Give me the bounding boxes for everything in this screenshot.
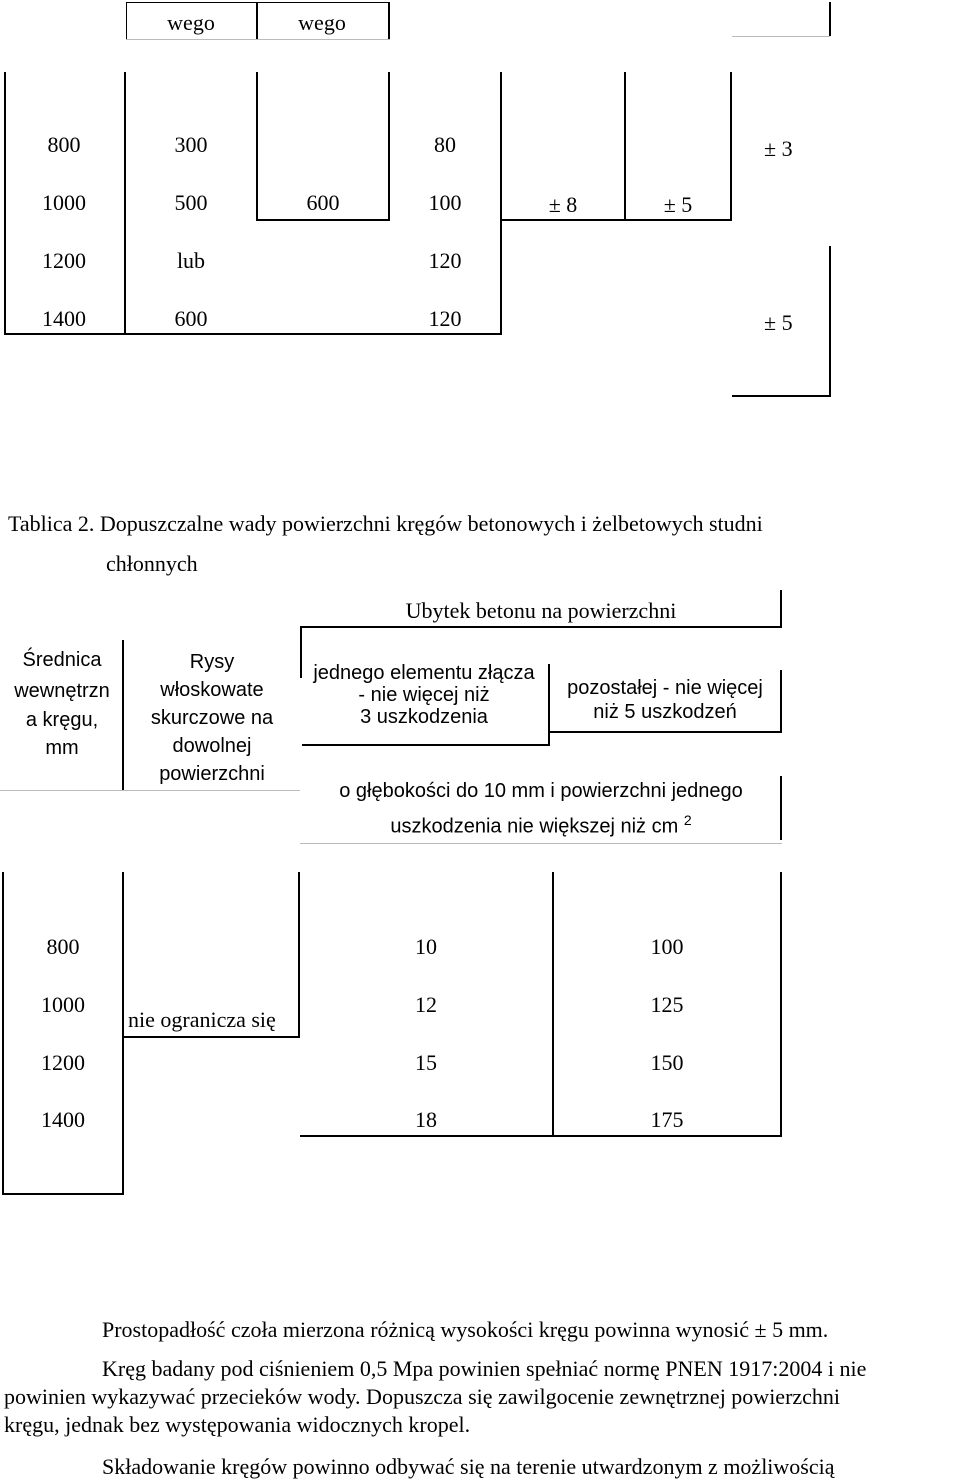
table2-cell-jednego: 15 [415,1050,437,1075]
paragraph-krag-line1: Kręg badany pod ciśnieniem 0,5 Mpa powinien spełniać normę PNEN 1917:2004 i nie [102,1356,867,1381]
table1-cell-height: lub [176,248,206,273]
table2-line [780,590,782,628]
table1-line [126,2,390,3]
table2-header-pozostalej [550,676,780,724]
table1-cell-wall: 120 [428,248,462,273]
table1-cell-diameter: 800 [47,132,81,157]
table2-cell-pozostalej: 100 [650,934,684,959]
table2-header-rysy [124,648,300,788]
header-line: Średnica [22,649,102,671]
table1-tolerance-top: ± 3 [764,136,793,161]
table1-cell-wall: 80 [434,132,456,157]
table2-line [300,1135,782,1137]
table1-line [388,2,390,40]
table2-line [0,790,300,791]
table2-header-glebokosc: o głębokości do 10 mm i powierzchni jednego [339,780,743,802]
paragraph-prostopadlosc: Prostopadłość czoła mierzona różnicą wysokości kręgu powinna wynosić ± 5 mm. [102,1317,829,1342]
header-line: Rysy [189,651,235,673]
table1-cell-wall: 100 [428,190,462,215]
table1-line [732,395,831,397]
header-glebokosc-superscript: 2 [683,812,692,828]
table2-cell-pozostalej: 175 [650,1107,684,1132]
header-line: a kręgu, [25,709,99,731]
table1-cell-tolerance: ± 8 [548,192,578,217]
header-line: niż 5 uszkodzeń [593,701,737,723]
table2-line [300,843,782,844]
table1-line [732,36,830,37]
table1-cell-height: 300 [174,132,208,157]
table1-cell-diameter: 1000 [42,190,86,215]
table1-cell-diameter: 1200 [42,248,86,273]
table2-line [2,1193,124,1195]
table1-cell-tolerance: ± 5 [663,192,693,217]
table2-line [2,872,4,1194]
table1-line [4,333,502,335]
table2-cell-pozostalej: 150 [650,1050,684,1075]
table2-line [780,670,782,732]
table1-line [829,2,831,36]
table2-line [550,731,782,733]
paragraph-krag-line2: powinien wykazywać przecieków wody. Dopuszcza się zawilgocenie zewnętrznej powierzchni [4,1384,841,1409]
table2-line [122,872,124,1194]
table2-cell-jednego: 10 [415,934,437,959]
table2-header-glebokosc-line2 [302,812,780,839]
table2-caption: Tablica 2. Dopuszczalne wady powierzchni kręgów betonowych i żelbetowych studni [8,511,763,536]
table2-line [780,872,782,1136]
table2-cell-diameter: 1400 [41,1107,85,1132]
table1-line [829,246,831,396]
table1-cell-diameter: 1400 [42,306,86,331]
table2-cell-rysy: nie ogranicza się [128,1007,276,1032]
table1-cell-wall: 120 [428,306,462,331]
header-line: wewnętrzn [14,680,110,702]
table1-line [126,39,390,40]
header-line: włoskowate [160,679,264,701]
table1-cell-height: 500 [174,190,208,215]
table2-line [300,626,782,628]
header-line: pozostałej - nie więcej [567,677,763,699]
table1-line [730,72,732,220]
table2-header-srednica [2,648,122,762]
table2-cell-jednego: 18 [415,1107,437,1132]
table2-cell-diameter: 1000 [41,992,85,1017]
table1-cell-height: 600 [174,306,208,331]
table1-header-fragment-2: wego [298,10,346,35]
header-glebokosc-text: uszkodzenia nie większej niż cm [390,815,679,838]
table2-header-jednego [300,662,548,728]
header-line: mm [45,737,79,759]
paragraph-krag-line3: kręgu, jednak bez występowania widocznych kropel. [4,1412,471,1437]
table2-header-ubytek: Ubytek betonu na powierzchni [405,598,677,623]
table1-line [500,219,732,221]
table2-cell-jednego: 12 [415,992,437,1017]
table2-cell-diameter: 1200 [41,1050,85,1075]
table1-line [256,219,390,221]
header-line: powierzchni [159,763,265,785]
table1-tolerance-bottom: ± 5 [764,310,793,335]
table2-line [302,744,550,746]
table2-cell-pozostalej: 125 [650,992,684,1017]
table2-line [780,776,782,840]
table1-cell-mid: 600 [306,190,340,215]
table2-caption-continued: chłonnych [106,551,198,576]
paragraph-skladowanie: Składowanie kręgów powinno odbywać się na terenie utwardzonym z możliwością [102,1454,835,1479]
table1-header-fragment-1: wego [167,10,215,35]
table2-line [124,1036,300,1038]
header-line: jednego elementu złącza [313,662,535,684]
header-line: 3 uszkodzenia [360,706,488,728]
header-line: - nie więcej niż [358,684,490,706]
header-line: dowolnej [172,735,252,757]
header-line: skurczowe na [150,707,274,729]
table2-cell-diameter: 800 [46,934,80,959]
